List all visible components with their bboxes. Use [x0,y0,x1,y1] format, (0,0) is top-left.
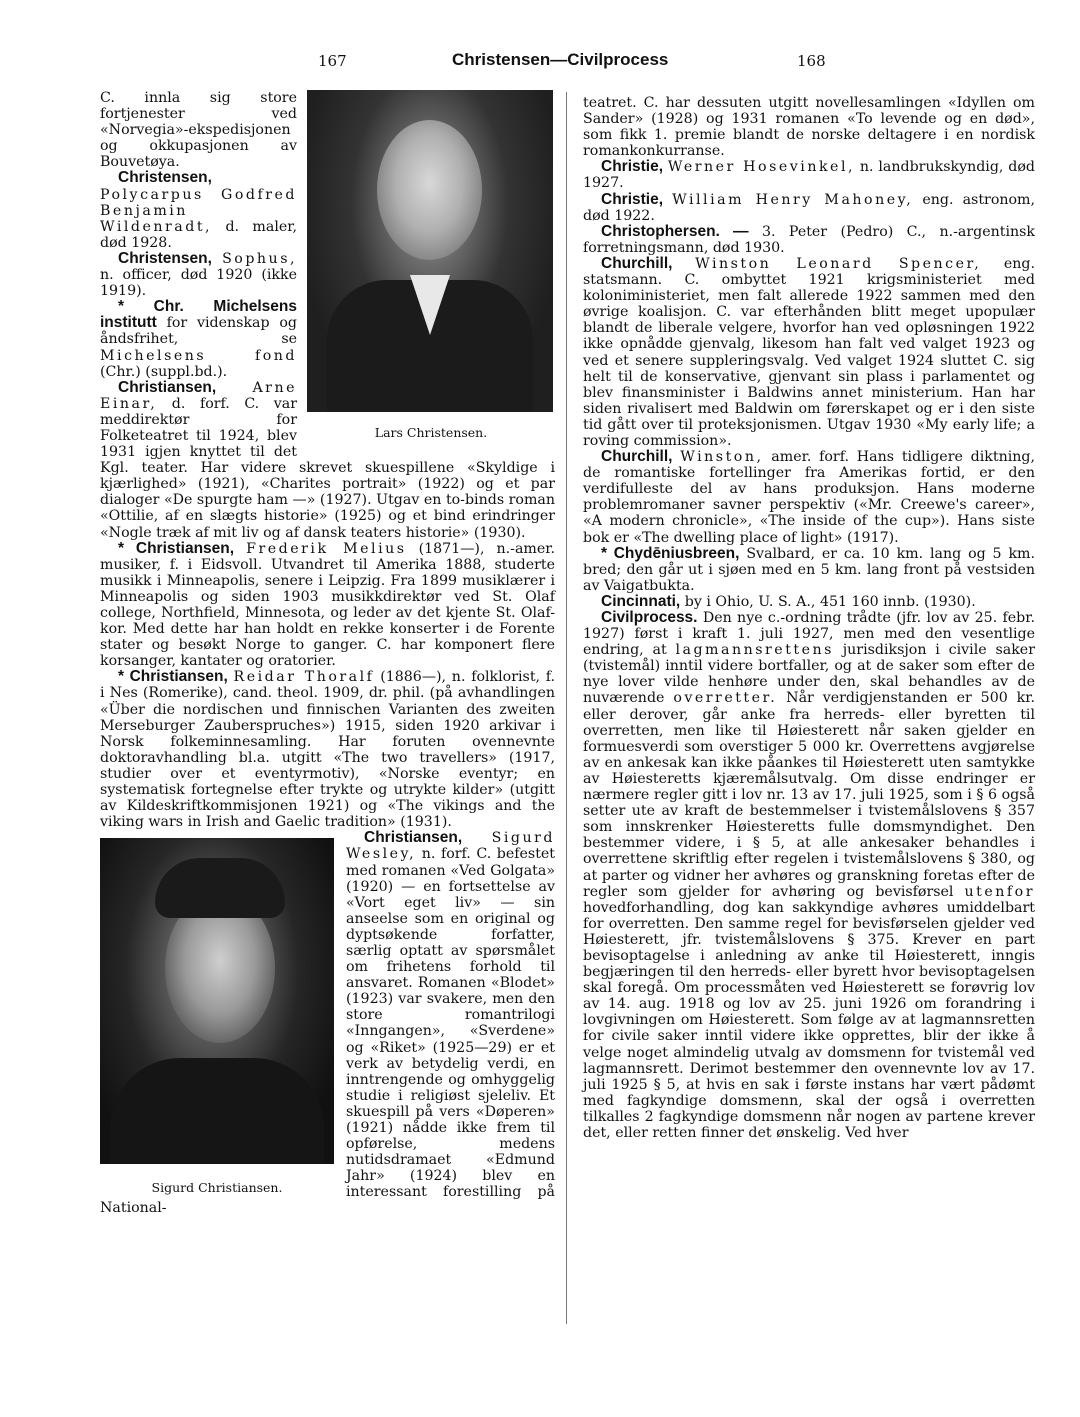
running-title: Christensen—Civilprocess [452,50,669,69]
entry-continuation: C. innla sig store fortjenester ved «Norvegia»-ekspedisjonen og okkupasjonen av Bouvetøya. [100,90,297,171]
photo-sigurd-christiansen-figure [100,838,334,1196]
entry-cincinnati: Cincinnati, by i Ohio, U. S. A., 451 160 innb. (1930). [601,592,976,610]
entry-christiansen-sigurd: Christiansen, Sigurd Wesley, n. forf. C. befestet med romanen «Ved Golgata» (1920) — en fortsettelse av «Vort eget liv» — sin anseelse som en original og dyptsøkende forfatter, særlig optatt av spørsmålet om frihetens forhold til ansvaret. Romanen «Blodet» (1923) var svakere, men den store romantrilogi «Inngangen», «Sverdene» og «Riket» (1925—29) er et verk av betydelig verdi, en inntrengende og omhyggelig studie i religiøst sjeleliv. Et skuespill på vers «Døperen» (1921) nådde ikke frem til opførelse, medens nutidsdramaet «Edmund Jahr» (1924) blev en interessant forestilling på National- [100,829,555,1217]
entry-churchill-winston-leonard: Churchill, Winston Leonard Spencer, eng. statsmann. C. ombyttet 1921 krigsministeriet med koloniministeriet, men falt allerede 1922 sammen med den øvrige koalisjon. C. var efterhånden blitt meget upopulær blandt de liberale velgere, hvorfor han ved opløsningen 1922 ikke opnådde gjenvalg, likesom han falt ved valget 1923 og ved et senere suppleringsvalg. Ved valget 1924 sluttet C. sig helt til de konservative, gjenvant sin plass i parlamentet og blev finansminister i Baldwins annet ministerium. Han har siden rivalisert med Baldwin om førerskapet og er i den siste tid gått over til proteksjonismen. Utgav 1930 «My early life; a roving commission». [583,254,1036,449]
entry-michelsens-institutt: * Chr. Michelsens institutt for videnskap og åndsfrihet, se Michelsens fond (Chr.) (suppl.bd.). [100,298,297,380]
column-divider [566,92,567,1324]
entry-christiansen-frederik: * Christiansen, Frederik Melius (1871—), n.-amer. musiker, f. i Eidsvoll. Utvandret til Amerika 1888, studerte musikk i Minneapolis, senere i Leipzig. Fra 1899 musiklærer i Minneapolis og siden 1903 musikkdirektør ved St. Olaf college, Northfield, Minnesota, og leder av det kjente St. Olaf-kor. Med dette har han holdt en rekke konserter i de Forente stater og besøkt Norge to ganger. C. har komponert flere korsanger, kantater og oratorier. [100,539,556,670]
portrait-photo-lars-christensen [307,90,553,412]
entry-christensen-polycarpus: Christensen, Polycarpus Godfred Benjamin Wildenradt, d. maler, død 1928. [100,169,297,251]
entry-civilprocess: Civilprocess. Den nye c.-ordning trådte (jfr. lov av 25. febr. 1927) først i kraft 1. juli 1927, men med den vesentlige endring, at lagmannsrettens jurisdiksjon i civile saker (tvistemål) inntil videre bortfaller, og at de saker som efter de nye lover vilde henhøre under den, skal behandles av de nuværende overretter. Når verdigjenstanden er 500 kr. eller derover, går anke fra herreds- eller byretten til overretten, men like til Høiesterett når saken gjelder en formuesverdi som overstiger 5 000 kr. Overrettens avgjørelse av en ankesak kan ikke påankes til Høiesterett uten samtykke av Høiesteretts kjæremålsutvalg. Om disse endringer er nærmere regler gitt i lov nr. 13 av 17. juli 1925, som i § 6 også setter ute av kraft de bestemmelser i tvistemålslovens § 357 som innskrenker Høiesteretts fulle domsmyndighet. Den bestemmer videre, i § 5, at alle ankesaker behandles i overrettene skriftlig efter regelen i tvistemålslovens § 380, og at parter og vidner her avhøres og granskning foretas efter de regler som gjelder for avhøring og bevisførsel utenfor hovedforhandling, dog kan sakkyndige avhøres umiddelbart for overretten. Den samme regel for bevisførselen gjelder ved Høiesterett, jfr. tvistemålslovens § 375. Krever en part bevisoptagelse i anledning av anke til Høiesterett, inngis begjæringen til den herreds- eller byrett hvor bevisoptagelsen skal foregå. Om processmåten ved Høiesterett se forøvrig lov av 14. aug. 1918 og lov av 25. juni 1926 om forandring i lovgivningen om Høiesterett. Som følge av at lagmannsretten for civile saker inntil videre ikke opprettes, blir der ikke å velge noget almindelig utvalg av domsmenn for tvistemål ved lagmannsrett. Derimot bestemmer den ovennevnte lov av 17. juli 1925 § 5, at hvis en sak i første instans har vært pådømt med fagkyndige domsmenn, skal der også i overretten tilkalles 2 fagkyndige domsmenn når nogen av partene krever det, eller retten finner det ønskelig. Ved hver [583,609,1036,1141]
entry-chydeniusbreen: * Chydēniusbreen, Svalbard, er ca. 10 km. lang og 5 km. bred; den går ut i sjøen med en 5 km. lang front på vestsiden av Vaigatbukta. [583,544,1036,594]
page-number-left: 167 [318,52,347,70]
portrait-photo-sigurd-christiansen [100,838,334,1164]
photo-caption-sigurd: Sigurd Christiansen. [151,1180,283,1196]
entry-churchill-winston: Churchill, Winston, amer. forf. Hans tidligere diktning, de romantiske fortellinger fra Amerikas fortid, er den verdifulleste del av hans produksjon. Hans moderne problemromaner savner perspektiv («Mr. Creewe's career», «A modern chronicle», «The inside of the cup»). Hans siste bok er «The dwelling place of light» (1917). [583,448,1036,546]
left-column [100,90,555,1217]
entry-christiansen-arne: Christiansen, Arne Einar, d. forf. C. var meddirektør for Folketeatret til 1924, blev 1931 igjen knyttet til det Kgl. teater. Har videre skrevet skuespillene «Skyldige i kjærlighed» (1921), «Charites portrait» (1922) og et par dialoger «De spurgte ham —» (1927). Utgav en to-binds roman «Ottilie, af en slægts historie» (1925) og et bind erindringer «Nogle træk af mit liv og af dansk teaters historie» (1930). [100,378,555,541]
entry-christophersen: Christophersen. — 3. Peter (Pedro) C., n.-argentinsk forretningsmann, død 1930. [583,222,1035,256]
entry-christie-werner: Christie, Werner Hosevinkel, n. landbrukskyndig, død 1927. [583,158,1036,192]
entry-continuation-right: teatret. C. har dessuten utgitt novellesamlingen «Idyllen om Sander» (1928) og 1931 romanen «To levende og en død», som fikk 1. premie blandt de norske deltagere i en nordisk romankonkurranse. [583,95,1035,160]
page-number-right: 168 [797,52,826,70]
entry-christie-william: Christie, William Henry Mahoney, eng. astronom, død 1922. [583,190,1036,224]
entry-christiansen-reidar: * Christiansen, Reidar Thoralf (1886—), n. folklorist, f. i Nes (Romerike), cand. theol. 1909, dr. phil. (på avhandlingen «Über die nordischen und finnischen Varianten des zweiten Merseburger Zauberspruches») 1915, siden 1920 arkivar i Norsk folkeminnesamling. Har foruten ovennevnte doktoravhandling bl.a. utgitt «The two travellers» (1917, studier over et eventyrmotiv), «Norske eventyr; en systematisk fortegnelse efter trykte og utrykte kilder» (utgitt av Kildeskriftkommisjonen 1921) og «The vikings and the viking wars in Irish and Gaelic tradition» (1931). [100,668,556,831]
photo-lars-christensen-figure [307,90,555,455]
right-column [583,95,1035,1141]
entry-christensen-sophus: Christensen, Sophus, n. officer, død 1920 (ikke 1919). [100,249,297,300]
photo-caption-lars: Lars Christensen. [374,425,488,440]
